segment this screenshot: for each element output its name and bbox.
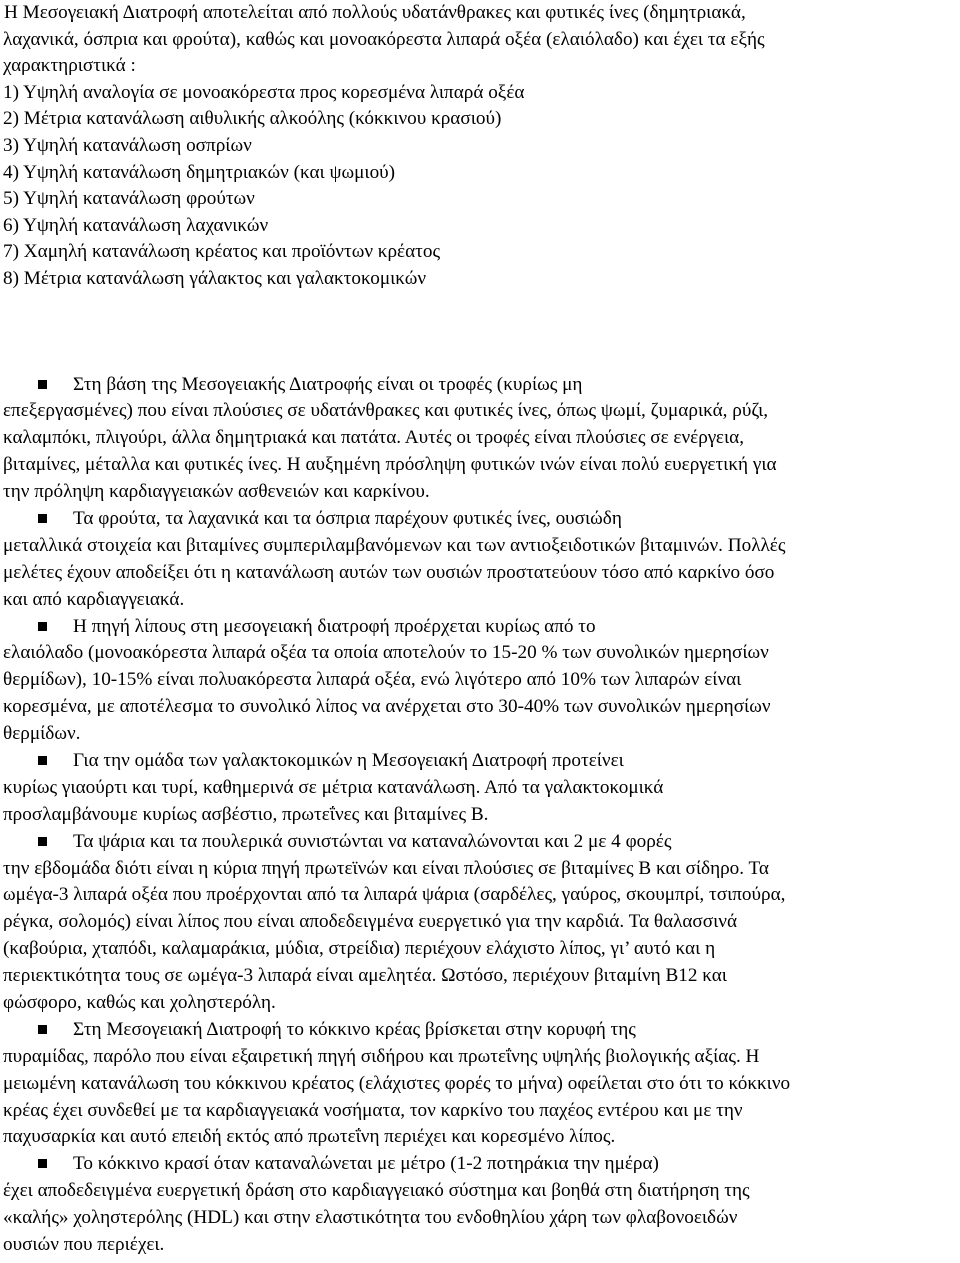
bullet-paragraph — [3, 1017, 957, 1151]
characteristic-item: 2) Μέτρια κατανάλωση αιθυλικής αλκοόλης (κόκκινου κρασιού) — [3, 108, 502, 130]
square-bullet-icon — [38, 837, 47, 846]
bullet-line: Στη Μεσογειακή Διατροφή το κόκκινο κρέας βρίσκεται στην κορυφή της — [73, 1018, 636, 1040]
characteristic-item: 1) Υψηλή αναλογία σε μονοακόρεστα προς κορεσμένα λιπαρά οξέα — [3, 81, 525, 103]
bullet-line: μειωμένη κατανάλωση του κόκκινου κρέατος (ελάχιστες φορές το μήνα) οφείλεται στο ότι το κόκκινο — [3, 1072, 791, 1094]
bullet-line: την πρόληψη καρδιαγγειακών ασθενειών και καρκίνου. — [3, 481, 430, 503]
characteristic-item: 6) Υψηλή κατανάλωση λαχανικών — [3, 214, 269, 236]
bullet-line: Στη βάση της Μεσογειακής Διατροφής είναι οι τροφές (κυρίως μη — [73, 373, 583, 395]
bullet-line: θερμίδων), 10-15% είναι πολυακόρεστα λιπαρά οξέα, ενώ λιγότερο από 10% των λιπαρών είναι — [3, 669, 742, 691]
bullet-first-line — [3, 372, 957, 399]
bullet-line: Το κόκκινο κρασί όταν καταναλώνεται με μέτρο (1-2 ποτηράκια την ημέρα) — [73, 1153, 659, 1175]
bullet-line: έχει αποδεδειγμένα ευεργετική δράση στο καρδιαγγειακό σύστημα και βοηθά στη διατήρηση της — [3, 1180, 750, 1202]
intro-line: λαχανικά, όσπρια και φρούτα), καθώς και μονοακόρεστα λιπαρά οξέα (ελαιόλαδο) και έχει τα εξής — [3, 28, 765, 50]
square-bullet-icon — [38, 1025, 47, 1034]
square-bullet-icon — [38, 514, 47, 523]
bullet-paragraph — [3, 506, 957, 614]
bullet-line: κορεσμένα, με αποτέλεσμα το συνολικό λίπος να ανέρχεται στο 30-40% των συνολικών ημερησίων — [3, 696, 771, 718]
characteristic-item: 8) Μέτρια κατανάλωση γάλακτος και γαλακτοκομικών — [3, 267, 427, 289]
bullet-first-line — [3, 1151, 957, 1178]
bullet-line: θερμίδων. — [3, 723, 81, 745]
bullet-line: ελαιόλαδο (μονοακόρεστα λιπαρά οξέα τα οποία αποτελούν το 15-20 % των συνολικών ημερησίων — [3, 642, 769, 664]
bullet-line: βιταμίνες, μέταλλα και φυτικές ίνες. Η αυξημένη πρόσληψη φυτικών ινών είναι πολύ ευεργετική για — [3, 454, 777, 476]
bullet-first-line — [3, 829, 957, 856]
intro-paragraph — [3, 0, 957, 80]
bullet-line: Η πηγή λίπους στη μεσογειακή διατροφή προέρχεται κυρίως από το — [73, 615, 596, 637]
bullet-line: ωμέγα-3 λιπαρά οξέα που προέρχονται από τα λιπαρά ψάρια (σαρδέλες, γαύρος, σκουμπρί, τσιπούρα, — [3, 884, 786, 906]
bullet-line: (καβούρια, χταπόδι, καλαμαράκια, μύδια, στρείδια) περιέχουν ελάχιστο λίπος, γι’ αυτό και η — [3, 938, 716, 960]
bullet-line: παχυσαρκία και αυτό επειδή εκτός από πρωτεΐνη περιέχει και κορεσμένο λίπος. — [3, 1126, 616, 1148]
bullet-first-line — [3, 1017, 957, 1044]
bullet-line: Για την ομάδα των γαλακτοκομικών η Μεσογειακή Διατροφή προτείνει — [73, 750, 624, 771]
square-bullet-icon — [38, 380, 47, 389]
bullet-line: πυραμίδας, παρόλο που είναι εξαιρετική πηγή σιδήρου και πρωτεΐνης υψηλής βιολογικής αξίας. Η — [3, 1045, 760, 1067]
bullet-line: ουσιών που περιέχει. — [3, 1234, 165, 1256]
bullet-line: και από καρδιαγγειακά. — [3, 588, 185, 610]
bullet-line: Τα φρούτα, τα λαχανικά και τα όσπρια παρέχουν φυτικές ίνες, ουσιώδη — [73, 507, 622, 529]
bullet-line: κρέας έχει συνδεθεί με τα καρδιαγγειακά νοσήματα, τον καρκίνο του παχέος εντέρου και με την — [3, 1099, 743, 1121]
bullet-section — [3, 372, 957, 1259]
characteristics-list — [3, 80, 957, 293]
bullet-line: περιεκτικότητα τους σε ωμέγα-3 λιπαρά είναι αμελητέα. Ωστόσο, περιέχουν βιταμίνη Β12 και — [3, 965, 727, 987]
bullet-line: Τα ψάρια και τα πουλερικά συνιστώνται να καταναλώνονται και 2 με 4 φορές — [73, 830, 672, 852]
bullet-line: «καλής» χοληστερόλης (HDL) και στην ελαστικότητα του ενδοθηλίου χάρη των φλαβονοειδών — [3, 1207, 738, 1229]
bullet-line: μεταλλικά στοιχεία και βιταμίνες συμπεριλαμβανόμενων και των αντιοξειδοτικών βιταμινών. Πολλές — [3, 534, 786, 556]
characteristic-item: 7) Χαμηλή κατανάλωση κρέατος και προϊόντων κρέατος — [3, 241, 441, 263]
bullet-line: προσλαμβάνουμε κυρίως ασβέστιο, πρωτεΐνες και βιταμίνες Β. — [3, 803, 489, 825]
bullet-first-line — [3, 748, 957, 775]
square-bullet-icon — [38, 1159, 47, 1168]
characteristic-item: 4) Υψηλή κατανάλωση δημητριακών (και ψωμιού) — [3, 161, 396, 183]
bullet-line: επεξεργασμένες) που είναι πλούσιες σε υδατάνθρακες και φυτικές ίνες, όπως ψωμί, ζυμαρικά, ρύζι, — [3, 400, 769, 422]
characteristic-item: 5) Υψηλή κατανάλωση φρούτων — [3, 188, 255, 210]
bullet-line: κυρίως γιαούρτι και τυρί, καθημερινά σε μέτρια κατανάλωση. Από τα γαλακτοκομικά — [3, 776, 664, 798]
characteristic-item: 3) Υψηλή κατανάλωση οσπρίων — [3, 134, 252, 156]
bullet-paragraph — [3, 614, 957, 748]
bullet-line: φώσφορο, καθώς και χοληστερόλη. — [3, 992, 276, 1014]
bullet-first-line — [3, 506, 957, 533]
bullet-line: μελέτες έχουν αποδείξει ότι η κατανάλωση αυτών των ουσιών προστατεύουν τόσο από καρκίνο όσο — [3, 561, 775, 583]
document-page — [3, 0, 957, 1259]
bullet-first-line — [3, 614, 957, 641]
intro-line: χαρακτηριστικά : — [3, 55, 136, 77]
bullet-paragraph — [3, 1151, 957, 1259]
intro-line: Η Μεσογειακή Διατροφή αποτελείται από πολλούς υδατάνθρακες και φυτικές ίνες (δημητριακά, — [4, 2, 746, 23]
bullet-paragraph — [3, 829, 957, 1017]
square-bullet-icon — [38, 622, 47, 631]
bullet-paragraph — [3, 748, 957, 829]
section-spacer — [3, 293, 957, 372]
bullet-line: καλαμπόκι, πλιγούρι, άλλα δημητριακά και πατάτα. Αυτές οι τροφές είναι πλούσιες σε ενέργεια, — [3, 427, 745, 449]
bullet-line: ρέγκα, σολομός) είναι λίπος που είναι αποδεδειγμένα ευεργετικό για την καρδιά. Τα θαλασσινά — [3, 911, 738, 933]
bullet-line: την εβδομάδα διότι είναι η κύρια πηγή πρωτεϊνών και είναι πλούσιες σε βιταμίνες Β και σίδηρο. Τα — [3, 857, 769, 879]
square-bullet-icon — [38, 756, 47, 765]
bullet-paragraph — [3, 372, 957, 506]
